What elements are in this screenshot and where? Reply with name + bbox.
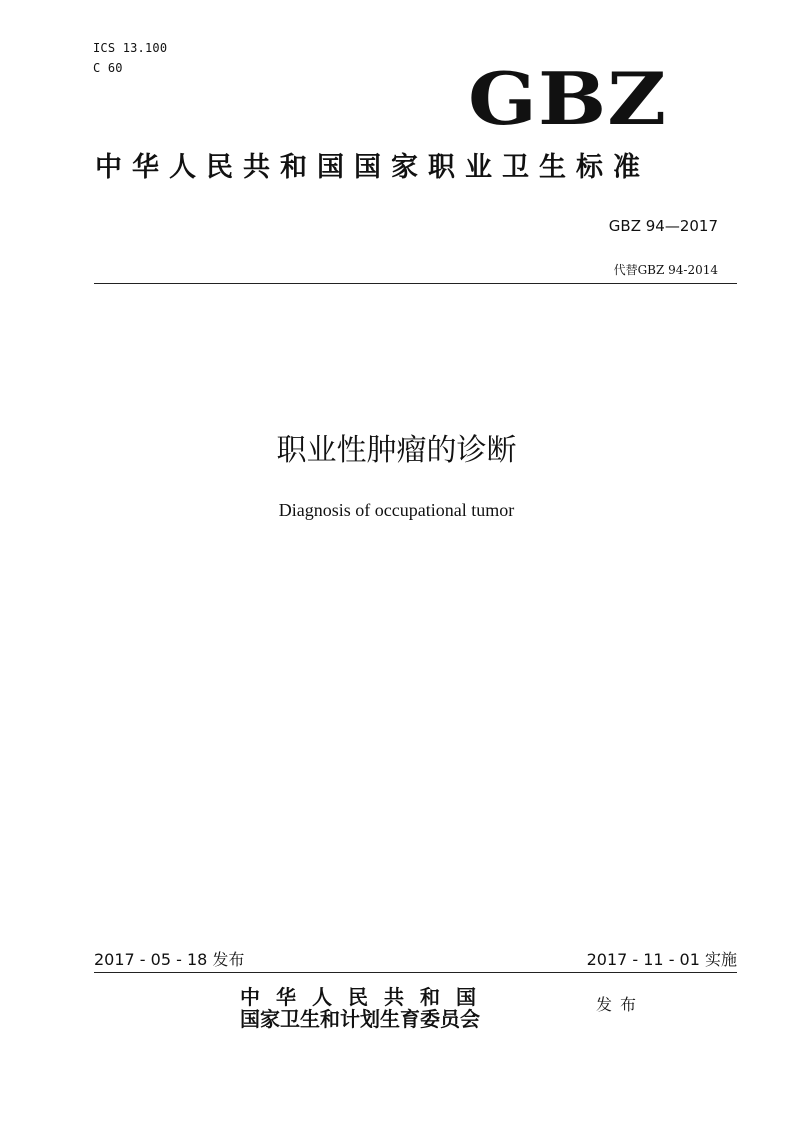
implementation-date: 2017 - 11 - 01 实施 — [586, 950, 737, 969]
standard-title: 中华人民共和国国家职业卫生标准 — [95, 152, 650, 183]
publish-label: 发布 — [596, 995, 645, 1014]
replaces-note: 代替GBZ 94-2014 — [613, 263, 718, 277]
issuer-name-line1: 中华人民共和国 — [240, 985, 492, 1009]
document-title-cn: 职业性肿瘤的诊断 — [276, 433, 517, 468]
ccs-code: C 60 — [93, 61, 123, 75]
ics-code: ICS 13.100 — [93, 41, 168, 55]
top-divider — [94, 283, 737, 284]
issuer-name-line2: 国家卫生和计划生育委员会 — [240, 1007, 480, 1031]
document-title-en: Diagnosis of occupational tumor — [278, 500, 515, 520]
issue-date: 2017 - 05 - 18 发布 — [94, 950, 245, 969]
standard-number: GBZ 94—2017 — [608, 217, 718, 235]
bottom-divider — [94, 972, 737, 973]
gbz-logo: GBZ — [468, 56, 668, 141]
